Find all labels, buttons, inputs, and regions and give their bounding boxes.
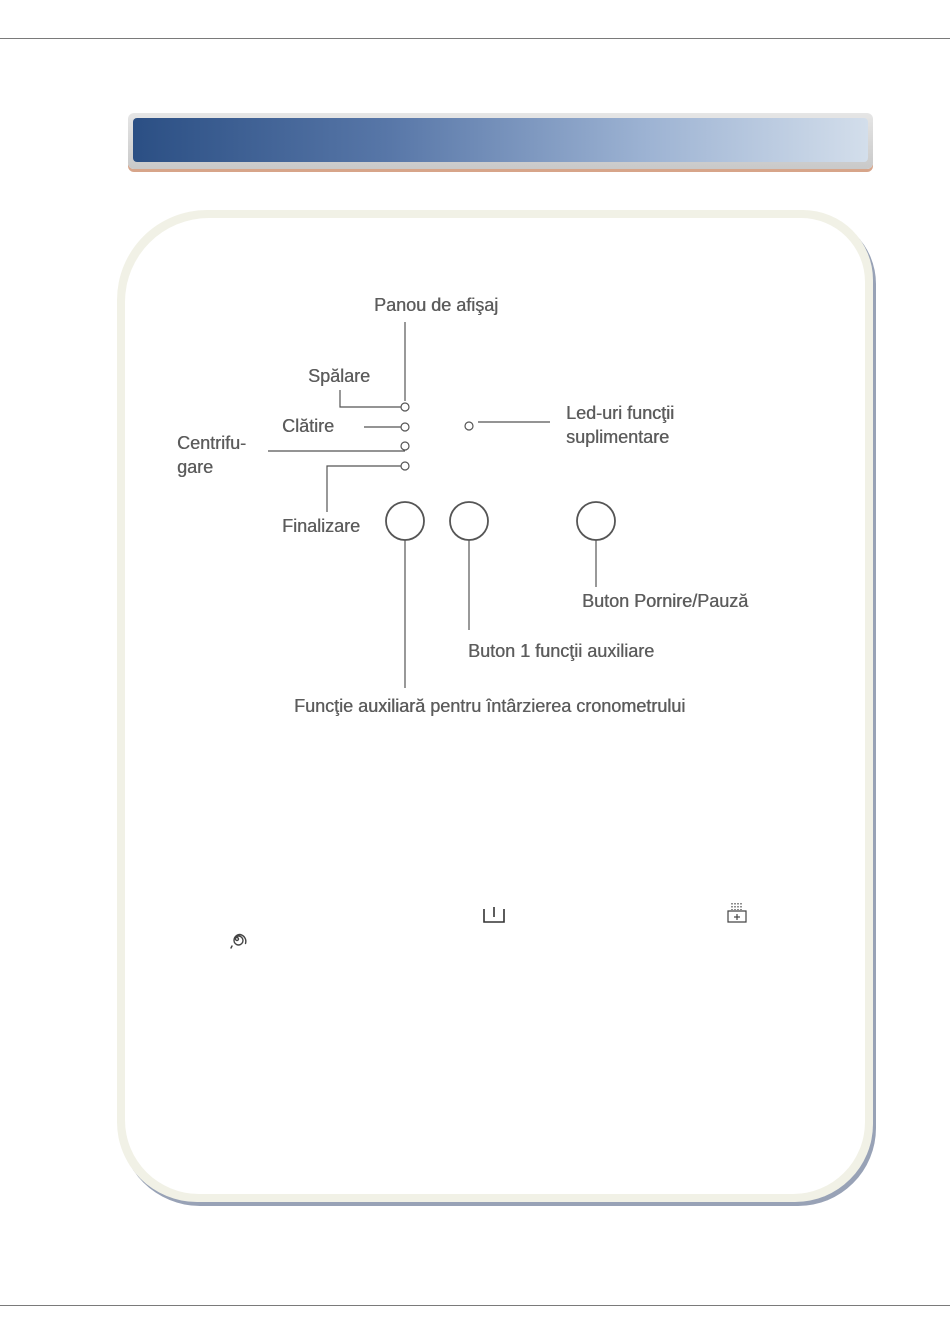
label-rinse: Clătire — [282, 416, 335, 436]
aux-function-button[interactable] — [450, 502, 488, 540]
label-display-panel: Panou de afişaj — [374, 295, 499, 315]
leader-wash — [340, 390, 401, 407]
label-spin-line2: gare — [177, 457, 214, 477]
label-end: Finalizare — [282, 516, 361, 536]
spiral-icon — [226, 928, 248, 950]
label-wash: Spălare — [308, 366, 371, 386]
led-spin — [401, 442, 409, 450]
label-spin-line1: Centrifu- — [177, 433, 247, 453]
leader-end — [327, 466, 401, 512]
power-icon — [481, 904, 507, 926]
shower-plus-icon — [725, 902, 749, 926]
led-wash — [401, 403, 409, 411]
start-pause-button[interactable] — [577, 502, 615, 540]
label-delay-timer-function: Funcţie auxiliară pentru întârzierea cronometrului — [294, 696, 686, 716]
label-start-pause-button: Buton Pornire/Pauză — [582, 591, 749, 611]
led-end — [401, 462, 409, 470]
led-rinse — [401, 423, 409, 431]
label-extra-leds-line2: suplimentare — [566, 427, 670, 447]
bottom-rule — [0, 1305, 950, 1306]
label-aux-function-button: Buton 1 funcţii auxiliare — [468, 641, 655, 661]
label-extra-leds-line1: Led-uri funcţii — [566, 403, 675, 423]
led-extra-function — [465, 422, 473, 430]
delay-timer-button[interactable] — [386, 502, 424, 540]
